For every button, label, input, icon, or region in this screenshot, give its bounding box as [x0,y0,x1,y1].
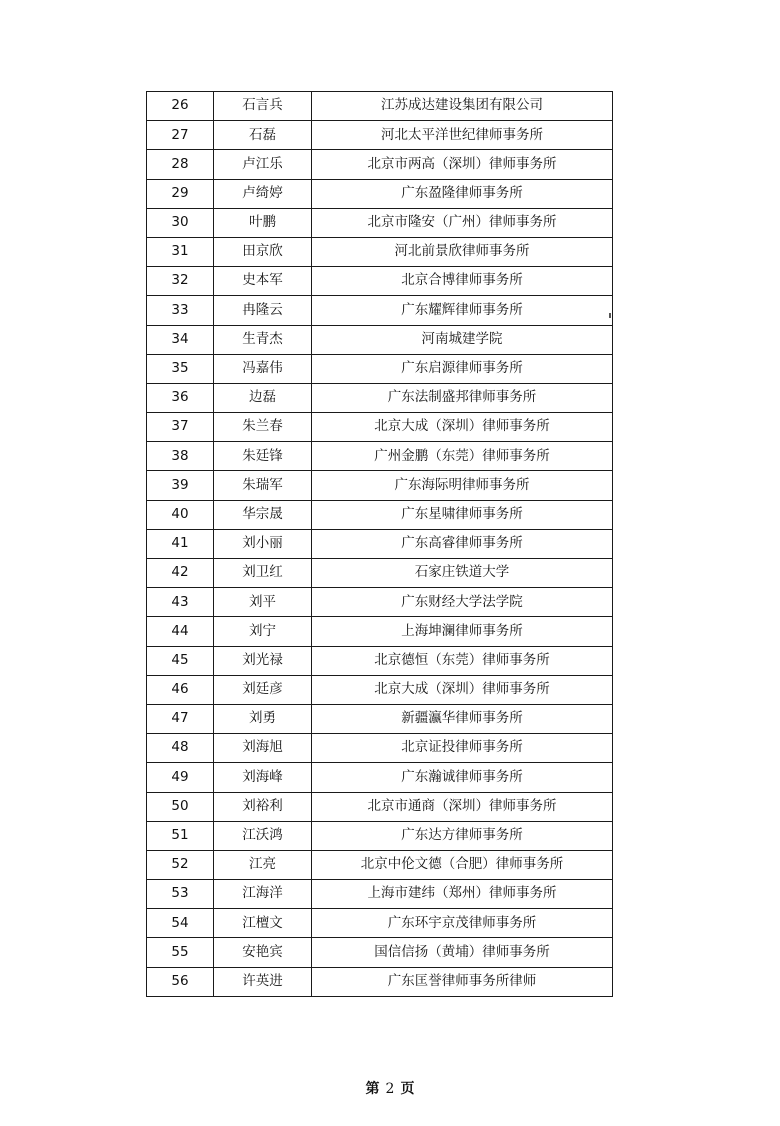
person-name-cell: 朱兰春 [214,413,312,442]
organization-cell: 广东法制盛邦律师事务所 [312,383,613,412]
row-number-cell: 33 [147,296,214,325]
row-number-cell: 39 [147,471,214,500]
organization-cell: 广东海际明律师事务所 [312,471,613,500]
table-row [147,880,613,909]
page-footer [0,1078,780,1098]
organization-cell: 广州金鹏（东莞）律师事务所 [312,442,613,471]
organization-cell: 北京市两高（深圳）律师事务所 [312,150,613,179]
organization-cell: 北京合博律师事务所 [312,267,613,296]
table-row [147,792,613,821]
person-name-cell: 刘卫红 [214,559,312,588]
person-name-cell: 华宗晟 [214,500,312,529]
person-name-cell: 刘小丽 [214,529,312,558]
person-name-cell: 石言兵 [214,92,312,121]
person-name-cell: 卢江乐 [214,150,312,179]
row-number-cell: 30 [147,208,214,237]
row-number-cell: 41 [147,529,214,558]
table-row [147,617,613,646]
person-name-cell: 刘宁 [214,617,312,646]
row-number-cell: 56 [147,967,214,996]
page-footer-suffix: 页 [400,1081,415,1097]
row-number-cell: 52 [147,850,214,879]
organization-cell: 河南城建学院 [312,325,613,354]
row-number-cell: 54 [147,909,214,938]
organization-cell: 广东星啸律师事务所 [312,500,613,529]
roster-table [146,91,613,997]
row-number-cell: 36 [147,383,214,412]
person-name-cell: 叶鹏 [214,208,312,237]
table-row [147,588,613,617]
row-number-cell: 46 [147,675,214,704]
person-name-cell: 江檀文 [214,909,312,938]
row-number-cell: 28 [147,150,214,179]
table-row [147,150,613,179]
organization-cell: 国信信扬（黄埔）律师事务所 [312,938,613,967]
organization-cell: 广东盈隆律师事务所 [312,179,613,208]
table-row [147,92,613,121]
organization-cell: 广东达方律师事务所 [312,821,613,850]
table-row [147,500,613,529]
person-name-cell: 江沃鸿 [214,821,312,850]
table-row [147,471,613,500]
organization-cell: 新疆瀛华律师事务所 [312,704,613,733]
organization-cell: 上海市建纬（郑州）律师事务所 [312,880,613,909]
table-row [147,763,613,792]
row-number-cell: 26 [147,92,214,121]
table-row [147,938,613,967]
row-number-cell: 44 [147,617,214,646]
roster-table-body [147,92,613,997]
organization-cell: 河北前景欣律师事务所 [312,237,613,266]
person-name-cell: 史本军 [214,267,312,296]
organization-cell: 河北太平洋世纪律师事务所 [312,121,613,150]
table-row [147,208,613,237]
person-name-cell: 江亮 [214,850,312,879]
table-row [147,121,613,150]
row-number-cell: 31 [147,237,214,266]
table-row [147,559,613,588]
table-row [147,413,613,442]
row-number-cell: 45 [147,646,214,675]
organization-cell: 广东耀辉律师事务所 [312,296,613,325]
row-number-cell: 34 [147,325,214,354]
person-name-cell: 刘平 [214,588,312,617]
table-row [147,442,613,471]
page-footer-prefix: 第 [365,1081,380,1097]
organization-cell: 广东财经大学法学院 [312,588,613,617]
person-name-cell: 江海洋 [214,880,312,909]
row-number-cell: 42 [147,559,214,588]
person-name-cell: 冉隆云 [214,296,312,325]
table-row [147,704,613,733]
row-number-cell: 35 [147,354,214,383]
table-row [147,850,613,879]
organization-cell: 江苏成达建设集团有限公司 [312,92,613,121]
organization-cell: 广东环宇京茂律师事务所 [312,909,613,938]
table-row [147,967,613,996]
table-row [147,179,613,208]
row-number-cell: 38 [147,442,214,471]
table-row [147,821,613,850]
organization-cell: 广东匡誉律师事务所律师 [312,967,613,996]
person-name-cell: 冯嘉伟 [214,354,312,383]
organization-cell: 北京市隆安（广州）律师事务所 [312,208,613,237]
organization-cell: 北京大成（深圳）律师事务所 [312,675,613,704]
row-number-cell: 51 [147,821,214,850]
person-name-cell: 石磊 [214,121,312,150]
person-name-cell: 安艳宾 [214,938,312,967]
scan-speck [609,313,611,318]
table-row [147,296,613,325]
table-row [147,383,613,412]
table-row [147,237,613,266]
organization-cell: 北京德恒（东莞）律师事务所 [312,646,613,675]
table-row [147,675,613,704]
row-number-cell: 48 [147,734,214,763]
table-row [147,646,613,675]
table-row [147,734,613,763]
person-name-cell: 许英进 [214,967,312,996]
organization-cell: 北京中伦文德（合肥）律师事务所 [312,850,613,879]
organization-cell: 石家庄铁道大学 [312,559,613,588]
person-name-cell: 刘勇 [214,704,312,733]
person-name-cell: 生青杰 [214,325,312,354]
organization-cell: 北京证投律师事务所 [312,734,613,763]
row-number-cell: 37 [147,413,214,442]
person-name-cell: 朱廷锋 [214,442,312,471]
row-number-cell: 32 [147,267,214,296]
person-name-cell: 田京欣 [214,237,312,266]
person-name-cell: 边磊 [214,383,312,412]
organization-cell: 广东启源律师事务所 [312,354,613,383]
person-name-cell: 朱瑞军 [214,471,312,500]
row-number-cell: 40 [147,500,214,529]
table-row [147,325,613,354]
table-row [147,267,613,296]
row-number-cell: 29 [147,179,214,208]
table-row [147,354,613,383]
table-row [147,529,613,558]
person-name-cell: 刘廷彦 [214,675,312,704]
person-name-cell: 刘光禄 [214,646,312,675]
row-number-cell: 43 [147,588,214,617]
organization-cell: 北京大成（深圳）律师事务所 [312,413,613,442]
person-name-cell: 刘裕利 [214,792,312,821]
organization-cell: 广东瀚诚律师事务所 [312,763,613,792]
organization-cell: 广东高睿律师事务所 [312,529,613,558]
row-number-cell: 53 [147,880,214,909]
person-name-cell: 卢绮婷 [214,179,312,208]
person-name-cell: 刘海旭 [214,734,312,763]
table-row [147,909,613,938]
row-number-cell: 47 [147,704,214,733]
row-number-cell: 55 [147,938,214,967]
row-number-cell: 27 [147,121,214,150]
row-number-cell: 49 [147,763,214,792]
page-number: 2 [385,1081,395,1097]
organization-cell: 上海坤澜律师事务所 [312,617,613,646]
organization-cell: 北京市通商（深圳）律师事务所 [312,792,613,821]
person-name-cell: 刘海峰 [214,763,312,792]
row-number-cell: 50 [147,792,214,821]
